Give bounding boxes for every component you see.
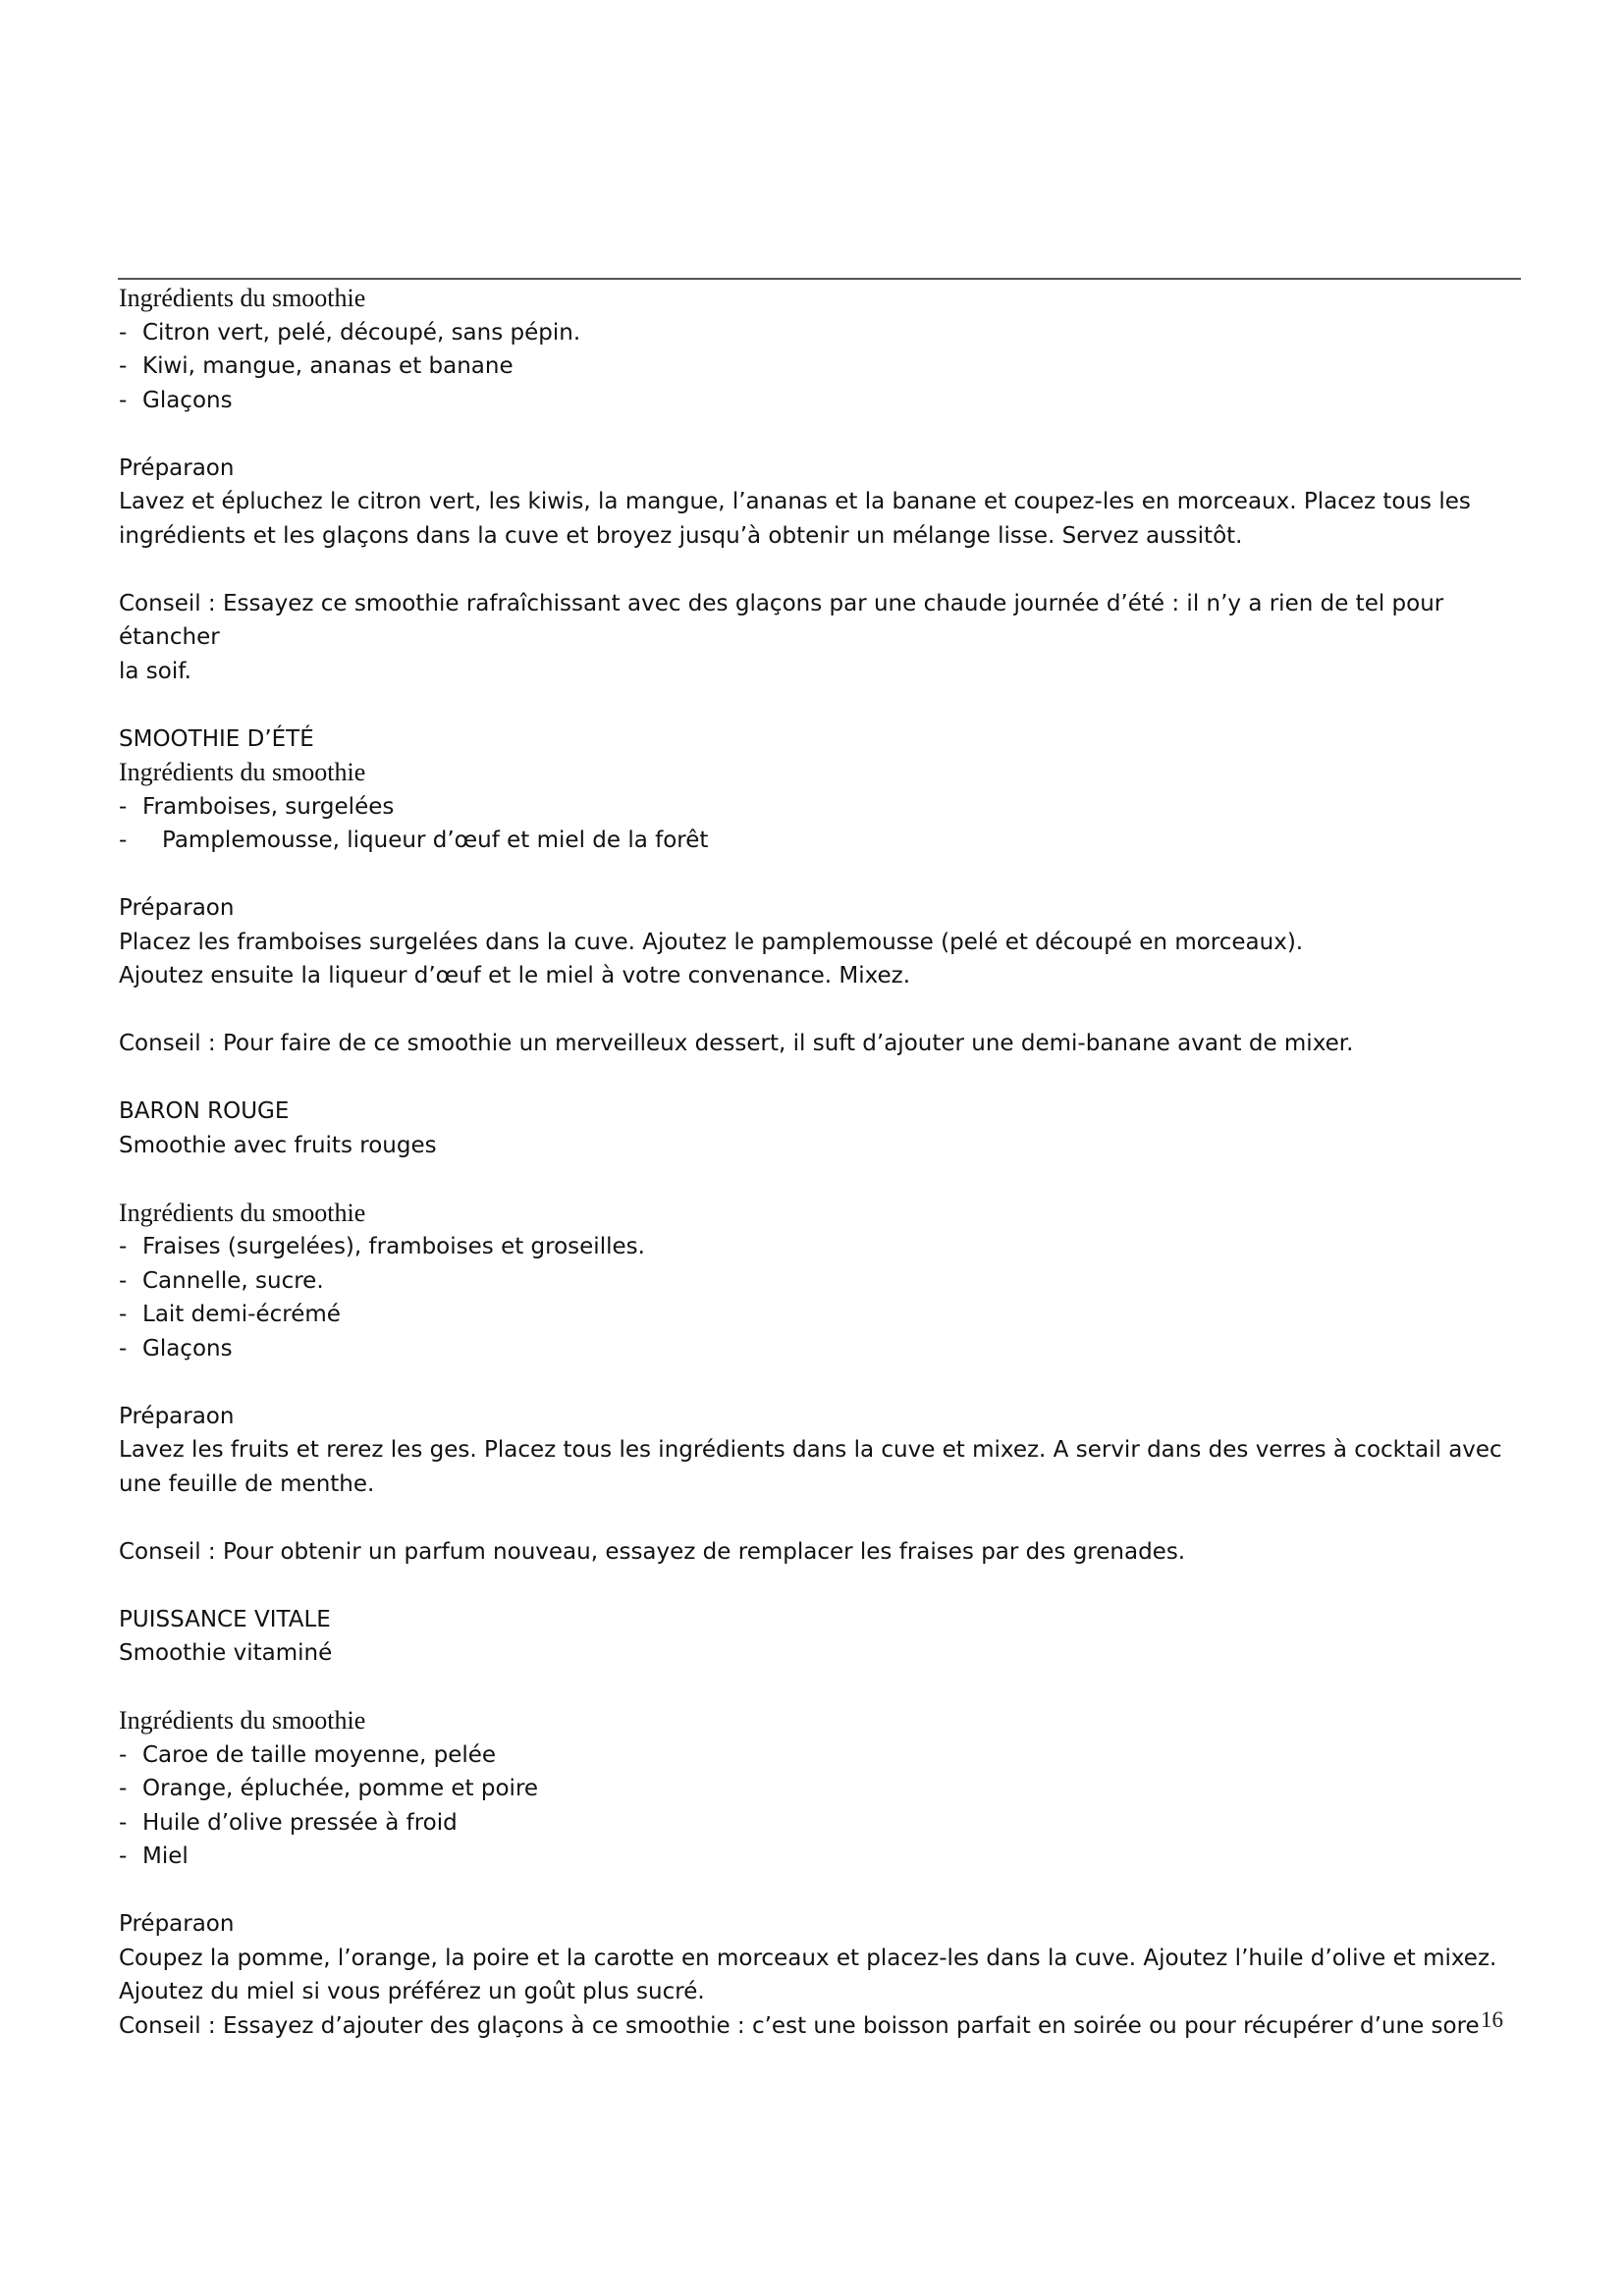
tip-line: Conseil : Essayez ce smoothie rafraîchissant avec des glaçons par une chaude journée d’été : il n’y a rien de tel pour étancher: [119, 590, 1444, 650]
ingredient-item: - Fraises (surgelées), framboises et groseilles.: [119, 1234, 645, 1259]
tip-line: Conseil : Essayez d’ajouter des glaçons à ce smoothie : c’est une boisson parfait en soirée ou pour récupérer d’une sore: [119, 2012, 1480, 2039]
page-number: 16: [1481, 2007, 1503, 2032]
recipe-subtitle: Smoothie vitaminé: [119, 1640, 333, 1666]
recipe-subtitle: Smoothie avec fruits rouges: [119, 1132, 437, 1158]
ingredient-item: - Framboises, surgelées: [119, 793, 395, 820]
preparation-line: une feuille de menthe.: [119, 1470, 375, 1497]
preparation-line: Lavez et épluchez le citron vert, les kiwis, la mangue, l’ananas et la banane et coupez-les en morceaux. Placez tous les: [119, 489, 1471, 514]
tip-line: Conseil : Pour obtenir un parfum nouveau, essayez de remplacer les fraises par des grenades.: [119, 1538, 1186, 1565]
page-content: [119, 282, 1523, 2043]
preparation-heading: Préparaon: [119, 895, 235, 921]
preparation-line: Coupez la pomme, l’orange, la poire et la carotte en morceaux et placez-les dans la cuve. Ajoutez l’huile d’olive et mixez.: [119, 1945, 1497, 1971]
tip-line: Conseil : Pour faire de ce smoothie un merveilleux dessert, il suft d’ajouter une demi-banane avant de mixer.: [119, 1031, 1354, 1056]
ingredient-item: - Cannelle, sucre.: [119, 1267, 324, 1294]
preparation-heading: Préparaon: [119, 454, 235, 481]
ingredients-heading: Ingrédients du smoothie: [119, 284, 366, 312]
recipe-title: BARON ROUGE: [119, 1098, 290, 1124]
ingredient-item: - Glaçons: [119, 1335, 233, 1362]
recipe-title: SMOOTHIE D’ÉTÉ: [119, 725, 314, 752]
preparation-heading: Préparaon: [119, 1403, 235, 1429]
ingredient-item: - Citron vert, pelé, découpé, sans pépin.: [119, 319, 581, 346]
header-rule: [118, 278, 1521, 280]
preparation-line: Placez les framboises surgelées dans la cuve. Ajoutez le pamplemousse (pelé et découpé en morceaux).: [119, 929, 1304, 955]
ingredient-item: - Glaçons: [119, 387, 233, 413]
ingredients-heading: Ingrédients du smoothie: [119, 1198, 366, 1227]
recipe-title: PUISSANCE VITALE: [119, 1606, 331, 1632]
ingredients-heading: Ingrédients du smoothie: [119, 1706, 366, 1735]
preparation-line: Ajoutez ensuite la liqueur d’œuf et le miel à votre convenance. Mixez.: [119, 963, 911, 988]
preparation-line: Lavez les fruits et rerez les ges. Placez tous les ingrédients dans la cuve et mixez. A servir dans des verres à cocktail avec: [119, 1437, 1502, 1463]
preparation-line: Ajoutez du miel si vous préférez un goût plus sucré.: [119, 1979, 705, 2004]
ingredient-item: - Lait demi-écrémé: [119, 1302, 341, 1327]
ingredient-item: - Caroe de taille moyenne, pelée: [119, 1741, 497, 1768]
preparation-line: ingrédients et les glaçons dans la cuve et broyez jusqu’à obtenir un mélange lisse. Servez aussitôt.: [119, 522, 1243, 549]
tip-line: la soif.: [119, 658, 191, 684]
ingredient-item: - Kiwi, mangue, ananas et banane: [119, 353, 514, 379]
ingredients-heading: Ingrédients du smoothie: [119, 758, 366, 786]
preparation-heading: Préparaon: [119, 1911, 235, 1937]
ingredient-item: - Pamplemousse, liqueur d’œuf et miel de la forêt: [119, 828, 709, 853]
ingredient-item: - Orange, épluchée, pomme et poire: [119, 1776, 539, 1801]
ingredient-item: - Miel: [119, 1843, 189, 1869]
ingredient-item: - Huile d’olive pressée à froid: [119, 1809, 458, 1836]
